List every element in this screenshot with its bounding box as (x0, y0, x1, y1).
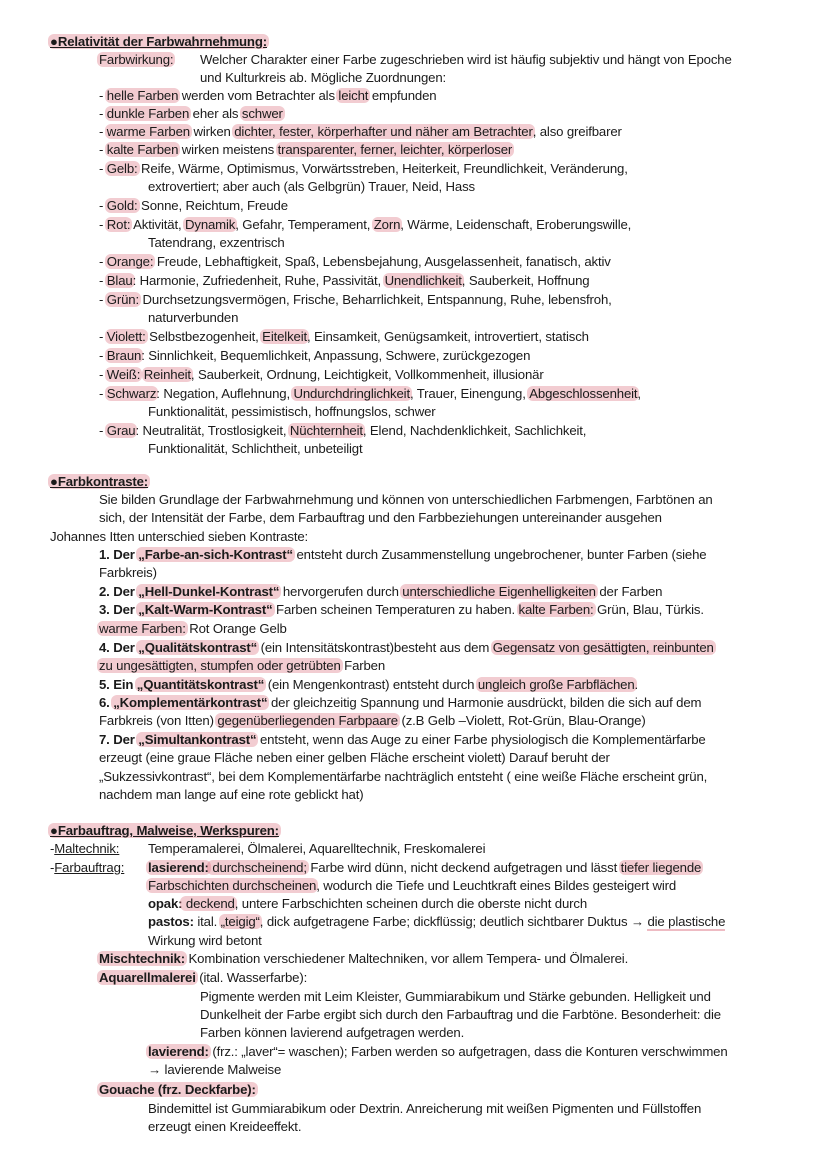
text-segment: : Negation, Auflehnung, (156, 386, 294, 401)
lavierend-line (148, 1043, 728, 1060)
highlighted-text: unterschiedliche Eigenhelligkeiten (402, 584, 596, 599)
farbwirkung-label (99, 51, 173, 68)
highlighted-text: dichter, fester, körperhafter und näher am Betrachter (234, 124, 533, 139)
gouache-line: Bindemittel ist Gummiarabikum oder Dextrin. Anreicherung mit weißen Pigmenten und Füllstoffen (148, 1101, 702, 1116)
list-item-rot-cont: Tatendrang, exzentrisch (148, 235, 285, 250)
intro-line-1: Welcher Charakter einer Farbe zugeschrieben wird ist häufig subjektiv und hängt von Epoche (200, 52, 732, 67)
kontrast-7-cont: „Sukzessivkontrast“, bei dem Komplementärfarbe nachträglich entsteht ( eine weiße Fläche erscheint grün, (99, 769, 708, 784)
text-segment: , Sauberkeit, Hoffnung (461, 273, 590, 288)
gouache-line: erzeugt einen Kreideeffekt. (148, 1119, 302, 1134)
text-segment: - (99, 386, 107, 401)
highlighted-text: „teigig“ (220, 914, 260, 929)
section-heading-farbkontraste (50, 473, 148, 490)
text-segment: - (50, 841, 55, 856)
text-segment: 6. (99, 695, 114, 710)
heading-text: ●Farbkontraste: (50, 474, 149, 489)
highlighted-text: schwer (241, 106, 283, 121)
kontrast-6-cont (99, 712, 646, 729)
kontrast-4 (99, 639, 714, 656)
text-segment: : Harmonie, Zufriedenheit, Ruhe, Passivität, (132, 273, 385, 288)
highlighted-text: deckend (182, 896, 235, 911)
paragraph-line: Sie bilden Grundlage der Farbwahrnehmung und können von unterschiedlichen Farbmengen, Farbtönen an (99, 492, 713, 507)
text-segment: , untere Farbschichten scheinen durch die oberste nicht durch (234, 896, 588, 911)
text-segment: der gleichzeitig Spannung und Harmonie ausdrückt, bilden die sich auf dem (267, 695, 702, 710)
highlighted-text: „Qualitätskontrast“ (138, 640, 258, 655)
highlighted-text: transparenter, ferner, leichter, körperloser (277, 142, 513, 157)
kontrast-5 (99, 676, 638, 693)
highlighted-text: „Kalt-Warm-Kontrast“ (138, 602, 273, 617)
text-segment: - (99, 217, 107, 232)
kontrast-6 (99, 694, 701, 711)
text-segment: (frz.: „laver“= waschen); Farben werden so aufgetragen, dass die Konturen verschwimmen (208, 1044, 728, 1059)
text-segment: Durchsetzungsvermögen, Frische, Beharrlichkeit, Entspannung, Ruhe, lebensfroh, (139, 292, 612, 307)
aquarell-line: Dunkelheit der Farbe ergibt sich durch den Farbauftrag und die Farbtöne. Besonderheit: die (200, 1007, 721, 1022)
text-segment: Freude, Lebhaftigkeit, Spaß, Lebensbejahung, Ausgelassenheit, fanatisch, aktiv (153, 254, 611, 269)
text-segment: (z.B Gelb –Violett, Rot-Grün, Blau-Orange) (397, 713, 646, 728)
mischtechnik-line (99, 950, 628, 967)
highlighted-text: lavierend: (148, 1044, 209, 1059)
text-segment: Aktivität, (130, 217, 185, 232)
list-item-dunkle (99, 105, 283, 122)
paragraph-line: Johannes Itten unterschied sieben Kontraste: (50, 529, 309, 544)
list-item-schwarz (99, 385, 641, 402)
highlighted-text: Aquarellmalerei (99, 970, 196, 985)
highlighted-text: Weiß: (106, 367, 141, 382)
highlighted-text: Dynamik (185, 217, 236, 232)
intro-line-2: und Kulturkreis ab. Mögliche Zuordnungen: (200, 70, 447, 85)
highlighted-text: „Komplementärkontrast“ (113, 695, 268, 710)
list-item-grau-cont: Funktionalität, Schlichtheit, unbeteiligt (148, 441, 363, 456)
text-segment: (ital. Wasserfarbe): (195, 970, 308, 985)
lavierend-cont: → lavierende Malweise (148, 1062, 282, 1077)
list-item-helle (99, 87, 436, 104)
text-segment: entsteht durch Zusammenstellung ungebrochener, bunter Farben (siehe (292, 547, 707, 562)
text-segment: (ein Mengenkontrast) entsteht durch (264, 677, 478, 692)
text-segment: ital. (193, 914, 221, 929)
text-segment: : Sinnlichkeit, Bequemlichkeit, Anpassung, Schwere, zurückgezogen (141, 348, 531, 363)
highlighted-text: warme Farben (106, 124, 190, 139)
text-segment: 3. Der (99, 602, 139, 617)
farbauftrag-label (50, 859, 124, 876)
text-segment: wirken (189, 124, 235, 139)
gouache-heading (99, 1081, 256, 1098)
text-segment: , also greifbarer (532, 124, 622, 139)
highlighted-text: warme Farben: (99, 621, 186, 636)
aquarell-heading (99, 969, 307, 986)
highlighted-text: gegenüberliegenden Farbpaare (217, 713, 398, 728)
text-segment: 4. Der (99, 640, 139, 655)
text-segment: - (99, 254, 107, 269)
text-segment: opak: (148, 896, 183, 911)
text-segment: - (99, 142, 107, 157)
kontrast-7 (99, 731, 706, 748)
heading-text: ●Farbauftrag, Malweise, Werkspuren: (50, 823, 279, 838)
text-segment: eher als (189, 106, 242, 121)
text-segment: - (99, 273, 107, 288)
highlighted-text: Gouache (frz. Deckfarbe): (99, 1082, 256, 1097)
text-segment: - (99, 88, 107, 103)
text-segment: Reife, Wärme, Optimismus, Vorwärtsstreben, Heiterkeit, Freundlichkeit, Veränderung, (137, 161, 628, 176)
highlighted-text: durchscheinend; (208, 860, 307, 875)
text-segment: 1. Der (99, 547, 139, 562)
text-segment: Grün, Blau, Türkis. (593, 602, 704, 617)
highlighted-text: Braun (106, 348, 142, 363)
text-segment: , Elend, Nachdenklichkeit, Sachlichkeit, (362, 423, 587, 438)
highlighted-text: Gegensatz von gesättigten, reinbunten (492, 640, 714, 655)
maltechnik-label (50, 840, 119, 857)
list-item-gold (99, 197, 288, 214)
section-heading-relativitaet (50, 33, 267, 50)
kontrast-3-cont (99, 620, 287, 637)
highlighted-text: Eitelkeit (262, 329, 307, 344)
kontrast-2 (99, 583, 662, 600)
text-segment: empfunden (368, 88, 437, 103)
text-segment: - (99, 124, 107, 139)
text-segment: pastos: (148, 914, 194, 929)
highlighted-text: ungleich große Farbflächen (477, 677, 635, 692)
text-segment: Farbe wird dünn, nicht deckend aufgetragen und lässt (306, 860, 621, 875)
list-item-kalte (99, 141, 512, 158)
list-item-warme (99, 123, 622, 140)
lasierend-line (148, 859, 701, 876)
text-segment: - (99, 423, 107, 438)
highlighted-text: leicht (338, 88, 369, 103)
text-segment: - (99, 292, 107, 307)
text-segment: Farbauftrag: (54, 860, 125, 875)
text-segment: Selbstbezogenheit, (145, 329, 263, 344)
text-segment: . (634, 677, 639, 692)
list-item-gelb-cont: extrovertiert; aber auch (als Gelbgrün) Trauer, Neid, Hass (148, 179, 475, 194)
highlighted-text: Nüchternheit (289, 423, 363, 438)
list-item-gruen (99, 291, 612, 308)
text-segment: - (50, 860, 55, 875)
text-segment: - (99, 198, 107, 213)
highlighted-text: Orange: (106, 254, 154, 269)
highlighted-text: Grün: (106, 292, 139, 307)
highlighted-text: lasierend: (148, 860, 209, 875)
list-item-braun (99, 347, 530, 364)
text-segment: (ein Intensitätskontrast)besteht aus dem (257, 640, 493, 655)
text-segment: , Gefahr, Temperament, (235, 217, 374, 232)
kontrast-4-cont (99, 657, 385, 674)
text-segment: Rot Orange Gelb (185, 621, 287, 636)
highlighted-text: Blau (106, 273, 133, 288)
highlighted-text: „Quantitätskontrast“ (136, 677, 265, 692)
text-segment: - (99, 329, 107, 344)
highlighted-text: „Farbe-an-sich-Kontrast“ (138, 547, 293, 562)
text-segment: die plastische (647, 914, 726, 929)
highlighted-text: „Simultankontrast“ (138, 732, 257, 747)
list-item-gelb (99, 160, 628, 177)
pastos-cont: Wirkung wird betont (148, 933, 262, 948)
text-segment: 2. Der (99, 584, 139, 599)
text-segment: Farbkreis (von Itten) (99, 713, 218, 728)
highlighted-text: kalte Farben (106, 142, 179, 157)
highlighted-text: Violett: (106, 329, 146, 344)
heading-text: ●Relativität der Farbwahrnehmung: (50, 34, 267, 49)
text-segment: wirken meistens (178, 142, 278, 157)
highlighted-text: Grau (106, 423, 136, 438)
highlighted-text: helle Farben (106, 88, 179, 103)
highlighted-text: Gold: (106, 198, 138, 213)
text-segment: : Neutralität, Trostlosigkeit, (135, 423, 290, 438)
lasierend-cont (148, 877, 676, 894)
kontrast-7-cont: erzeugt (eine graue Fläche neben einer gelben Fläche erscheint violett) Darauf beruht der (99, 750, 610, 765)
pastos-line (148, 913, 725, 930)
kontrast-3 (99, 601, 704, 618)
list-item-rot (99, 216, 631, 233)
highlighted-text: tiefer liegende (620, 860, 702, 875)
highlighted-text: zu ungesättigten, stumpfen oder getrübten (99, 658, 341, 673)
highlighted-text: Reinheit (143, 367, 191, 382)
text-segment: , dick aufgetragene Farbe; dickflüssig; deutlich sichtbarer Duktus → (259, 914, 648, 929)
list-item-orange (99, 253, 611, 270)
list-item-weiss (99, 366, 544, 383)
highlighted-text: Farbschichten durchscheinen (148, 878, 317, 893)
aquarell-line: Farben können lavierend aufgetragen werden. (200, 1025, 465, 1040)
maltechnik-value: Temperamalerei, Ölmalerei, Aquarelltechnik, Freskomalerei (148, 841, 486, 856)
kontrast-7-cont: nachdem man lange auf eine rote geblickt hat) (99, 787, 364, 802)
highlighted-text: Zorn (373, 217, 401, 232)
highlighted-text: kalte Farben: (518, 602, 594, 617)
text-segment: Sonne, Reichtum, Freude (137, 198, 288, 213)
text-segment: , wodurch die Tiefe und Leuchtkraft eines Bildes gesteigert wird (316, 878, 677, 893)
highlighted-text: Gelb: (106, 161, 138, 176)
text-segment: , Wärme, Leidenschaft, Eroberungswille, (400, 217, 632, 232)
list-item-blau (99, 272, 589, 289)
text-segment: , (637, 386, 641, 401)
text-segment: entsteht, wenn das Auge zu einer Farbe physiologisch die Komplementärfarbe (256, 732, 706, 747)
text-segment: , Sauberkeit, Ordnung, Leichtigkeit, Vollkommenheit, illusionär (190, 367, 544, 382)
highlighted-text: Undurchdringlichkeit (293, 386, 410, 401)
aquarell-line: Pigmente werden mit Leim Kleister, Gummiarabikum und Stärke gebunden. Helligkeit und (200, 989, 711, 1004)
highlighted-text: Rot: (106, 217, 131, 232)
text-segment: - (99, 348, 107, 363)
text-segment: Farben scheinen Temperaturen zu haben. (272, 602, 519, 617)
text-segment: Maltechnik: (54, 841, 120, 856)
text-segment: - (99, 106, 107, 121)
kontrast-1-cont: Farbkreis) (99, 565, 157, 580)
list-item-schwarz-cont: Funktionalität, pessimistisch, hoffnungslos, schwer (148, 404, 436, 419)
paragraph-line: sich, der Intensität der Farbe, dem Farbauftrag und den Farbbeziehungen untereinander ausgehen (99, 510, 662, 525)
text-segment: , Trauer, Einengung, (409, 386, 530, 401)
highlighted-text: Abgeschlossenheit (529, 386, 638, 401)
text-segment: Farben (340, 658, 386, 673)
highlighted-text: Unendlichkeit (384, 273, 462, 288)
label-text: Farbwirkung: (99, 52, 174, 67)
highlighted-text: „Hell-Dunkel-Kontrast“ (138, 584, 280, 599)
list-item-violett (99, 328, 589, 345)
text-segment: - (99, 161, 107, 176)
kontrast-1 (99, 546, 706, 563)
text-segment: Kombination verschiedener Maltechniken, vor allem Tempera- und Ölmalerei. (184, 951, 629, 966)
opak-line (148, 895, 587, 912)
highlighted-text: dunkle Farben (106, 106, 190, 121)
highlighted-text: Mischtechnik: (99, 951, 185, 966)
list-item-gruen-cont: naturverbunden (148, 310, 239, 325)
text-segment: 7. Der (99, 732, 139, 747)
text-segment: der Farben (595, 584, 663, 599)
text-segment: , Einsamkeit, Genügsamkeit, introvertiert, statisch (307, 329, 589, 344)
text-segment: werden vom Betrachter als (178, 88, 339, 103)
text-segment: - (99, 367, 107, 382)
highlighted-text: Schwarz (106, 386, 157, 401)
list-item-grau (99, 422, 586, 439)
text-segment: 5. Ein (99, 677, 137, 692)
section-heading-farbauftrag (50, 822, 279, 839)
text-segment: hervorgerufen durch (279, 584, 403, 599)
